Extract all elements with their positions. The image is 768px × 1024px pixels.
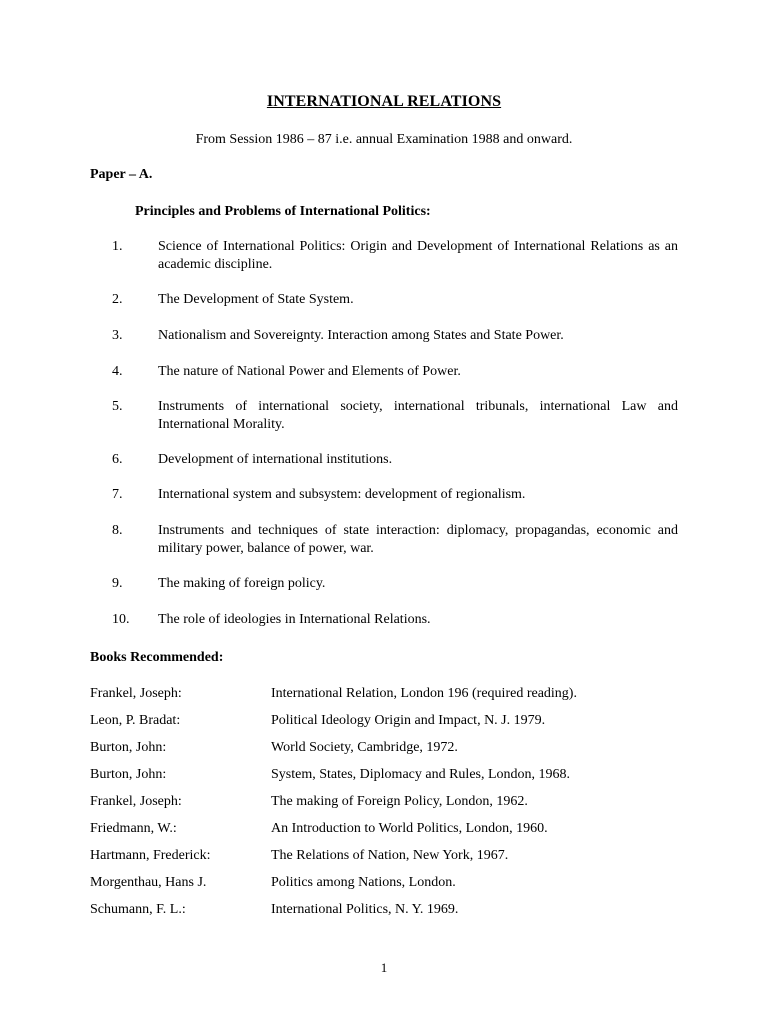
book-entry bbox=[90, 874, 690, 901]
topic-item bbox=[90, 522, 678, 558]
topic-item bbox=[90, 486, 678, 504]
book-entry bbox=[90, 847, 690, 874]
topic-item bbox=[90, 327, 678, 345]
topic-text: Nationalism and Sovereignty. Interaction among States and State Power. bbox=[158, 328, 564, 343]
topic-number: 6. bbox=[112, 452, 123, 467]
topics-list bbox=[90, 238, 678, 629]
topic-text: The making of foreign policy. bbox=[158, 576, 326, 591]
topic-item bbox=[90, 363, 678, 381]
topic-item bbox=[90, 291, 678, 309]
book-entry bbox=[90, 739, 690, 766]
topic-item bbox=[90, 238, 678, 274]
topic-number: 3. bbox=[112, 328, 123, 343]
book-entry bbox=[90, 820, 690, 847]
book-title: International Politics, N. Y. 1969. bbox=[271, 902, 459, 917]
topic-number: 1. bbox=[112, 239, 123, 254]
book-author: Morgenthau, Hans J. bbox=[90, 875, 207, 890]
book-author: Friedmann, W.: bbox=[90, 821, 177, 836]
topic-text: The role of ideologies in International Relations. bbox=[158, 612, 431, 627]
section-subtitle: Principles and Problems of International Politics: bbox=[135, 204, 431, 219]
session-note: From Session 1986 – 87 i.e. annual Examination 1988 and onward. bbox=[195, 132, 573, 147]
book-title: The making of Foreign Policy, London, 1962. bbox=[271, 794, 528, 809]
paper-heading: Paper – A. bbox=[90, 167, 153, 182]
topic-text: Instruments and techniques of state interaction: diplomacy, propagandas, economic and military power, balance of power, war. bbox=[158, 523, 678, 556]
topic-item bbox=[90, 575, 678, 593]
topic-number: 5. bbox=[112, 399, 123, 414]
document-title: INTERNATIONAL RELATIONS bbox=[266, 93, 502, 110]
book-entry bbox=[90, 793, 690, 820]
topic-number: 8. bbox=[112, 523, 123, 538]
topic-number: 10. bbox=[112, 612, 130, 627]
book-author: Leon, P. Bradat: bbox=[90, 713, 181, 728]
book-title: World Society, Cambridge, 1972. bbox=[271, 740, 458, 755]
topic-text: International system and subsystem: development of regionalism. bbox=[158, 487, 526, 502]
book-author: Schumann, F. L.: bbox=[90, 902, 186, 917]
book-author: Burton, John: bbox=[90, 740, 167, 755]
topic-number: 7. bbox=[112, 487, 123, 502]
topic-text: Instruments of international society, international tribunals, international Law and International Morality. bbox=[158, 399, 678, 432]
topic-text: Science of International Politics: Origin and Development of International Relations as an academic discipline. bbox=[158, 239, 678, 272]
topic-text: Development of international institutions. bbox=[158, 452, 393, 467]
books-heading: Books Recommended: bbox=[90, 650, 224, 665]
book-author: Frankel, Joseph: bbox=[90, 686, 182, 701]
book-entry bbox=[90, 712, 690, 739]
book-entry bbox=[90, 766, 690, 793]
book-author: Burton, John: bbox=[90, 767, 167, 782]
topic-item bbox=[90, 611, 678, 629]
book-title: An Introduction to World Politics, London, 1960. bbox=[271, 821, 548, 836]
topic-number: 4. bbox=[112, 364, 123, 379]
topic-number: 9. bbox=[112, 576, 123, 591]
page-number: 1 bbox=[380, 960, 388, 975]
book-title: Politics among Nations, London. bbox=[271, 875, 456, 890]
book-entry bbox=[90, 685, 690, 712]
book-author: Hartmann, Frederick: bbox=[90, 848, 211, 863]
topic-text: The nature of National Power and Elements of Power. bbox=[158, 364, 461, 379]
topic-item bbox=[90, 451, 678, 469]
topic-number: 2. bbox=[112, 292, 123, 307]
book-title: Political Ideology Origin and Impact, N. J. 1979. bbox=[271, 713, 546, 728]
book-title: System, States, Diplomacy and Rules, London, 1968. bbox=[271, 767, 571, 782]
topic-text: The Development of State System. bbox=[158, 292, 354, 307]
books-list bbox=[90, 685, 690, 928]
book-title: The Relations of Nation, New York, 1967. bbox=[271, 848, 509, 863]
topic-item bbox=[90, 398, 678, 434]
book-title: International Relation, London 196 (required reading). bbox=[271, 686, 577, 701]
book-author: Frankel, Joseph: bbox=[90, 794, 182, 809]
book-entry bbox=[90, 901, 690, 928]
